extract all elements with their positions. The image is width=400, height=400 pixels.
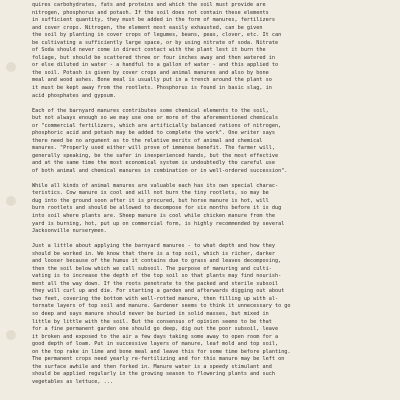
text-line: in sufficient quantity, they must be added in the form of manures, fertilizers xyxy=(32,17,275,24)
text-line: quires carbohydrates, fats and proteins and which the soil must provide are xyxy=(32,2,266,8)
text-line: on the top rake in lime and bone meal and leave this for some time before planting. xyxy=(32,348,291,355)
punch-hole-margin xyxy=(6,0,22,400)
text-line: of Soda should never come in direct contact with the plant lest it burn the xyxy=(32,47,266,54)
text-line: nitrogen, phosphorus and potash. If the soil does not contain these elements xyxy=(32,9,269,16)
punch-hole xyxy=(6,62,16,72)
paragraph xyxy=(32,243,384,386)
text-line: and at the same time the most economical system is undoubtedly the careful use xyxy=(32,160,275,167)
text-line: the soil. Potash is given by cover crops and animal manures and also by bone xyxy=(32,69,269,76)
text-line: foliage, but should be scattered three or four inches away and then watered in xyxy=(32,54,275,61)
text-line: generally speaking, be the safer in inexperienced hands, but the most effective xyxy=(32,152,279,159)
text-line: or "commercial fertilizers, which are artificially balanced rations of nitrogen, xyxy=(32,122,282,129)
text-line: vegetables as lettuce, ... xyxy=(32,378,113,385)
text-line: two feet, covering the bottom with well-rotted manure, then filling up with al- xyxy=(32,295,279,302)
text-line: or else diluted in water - a handful to a gallon of water - and this applied to xyxy=(32,62,279,69)
text-line: the surface awhile and then forked in. Manure water is a speedy stimulant and xyxy=(32,363,272,370)
text-line: and cover crops. Nitrogen, the element most easily exhausted, can be given xyxy=(32,24,263,31)
punch-hole xyxy=(6,330,16,340)
text-line: so deep and says manure should never be buried in solid masses, but mixed in xyxy=(32,310,269,317)
text-line: Each of the barnyard manures contributes some chemical elements to the soil, xyxy=(32,107,269,114)
text-line: but not always enough so we may use one or more of the aforementioned chemicals xyxy=(32,115,279,122)
text-line: acid phosphates and gypsum. xyxy=(32,92,117,99)
text-line: little by little with the soil. But the consensus of opinion seems to be that xyxy=(32,318,272,325)
text-line: good depth of loam. Put in successive layers of manure, leaf mold and top soil, xyxy=(32,341,279,348)
text-line: teristics. Cow manure is cool and will not burn the tiny rootlets, so may be xyxy=(32,190,269,197)
document-body xyxy=(32,2,384,386)
text-line: into soil where plants are. Sheep manure is cool while chicken manure from the xyxy=(32,213,275,219)
paragraph xyxy=(32,108,384,176)
text-line: meal and wood ashes. Bone meal is usually put in a trench around the plant so xyxy=(32,77,272,84)
text-line: Jacksonville nurserymen. xyxy=(32,228,107,235)
text-line: phosphoric acid and potash may be added to complete the work". One writer says xyxy=(32,130,275,137)
text-line: should be worked in. We know that there is a top soil, which is richer, darker xyxy=(32,250,275,257)
text-line: it must be kept away from the rootlets. Phosphorus is found in basic slag, in xyxy=(32,85,272,92)
text-line: then the soil below which we call subsoil. The purpose of manuring and culti- xyxy=(32,265,272,272)
text-line: be cultivating a sufficiently large space, or by using nitrate of soda. Nitrate xyxy=(32,39,279,46)
text-line: of both animal and chemical manures in combination or in well-ordered succession". xyxy=(32,167,288,174)
text-line: manures. "Properly used either will prove of immense benefit. The farmer will, xyxy=(32,145,275,152)
text-line: Just a little about applying the barnyard manures - to what depth and how they xyxy=(32,243,275,250)
text-line: it broken and exposed to the air a few days taking some away to open room for a xyxy=(32,333,279,340)
text-line: and looser because of the humus it contains due to grass and leaves decomposing, xyxy=(32,258,282,265)
paragraph xyxy=(32,2,384,100)
paragraph xyxy=(32,183,384,236)
text-line: should be applied regularly in the growing season to flowering plants and such xyxy=(32,371,275,378)
text-line: dug into the ground soon after it is procured, but horse manure is hot, will xyxy=(32,197,269,204)
text-line: they will curl up and die. For starting a garden and afterwards digging out about xyxy=(32,288,285,295)
text-line: there need be no argument as to the relative merits of animal and chemical xyxy=(32,137,263,144)
text-line: yard is burning, hot, put up on commercial form, is highly recommended by several xyxy=(32,220,285,227)
text-line: While all kinds of animal manures are valuable each has its own special charac- xyxy=(32,182,279,189)
text-line: ment all the way down. If the roots penetrate to the packed and sterile subsoil xyxy=(32,280,279,287)
punch-hole xyxy=(6,196,16,206)
text-line: burn rootlets and should be allowed to decompose for six months before it is dug xyxy=(32,205,282,212)
text-line: vating is to increase the depth of the top soil so that plants may find nourish- xyxy=(32,273,282,280)
text-line: for a fine permanent garden one should go deep, dig out the poor subsoil, leave xyxy=(32,326,279,333)
text-line: ternate layers of top soil and manure. Gardener seems to think it unnecessary to go xyxy=(32,303,291,310)
text-line: the soil by planting in cover crops of legumes, beans, peas, clover, etc. It can xyxy=(32,32,282,39)
text-line: The permanent crops need yearly re-fertilizing and for this manure may be left on xyxy=(32,356,285,363)
